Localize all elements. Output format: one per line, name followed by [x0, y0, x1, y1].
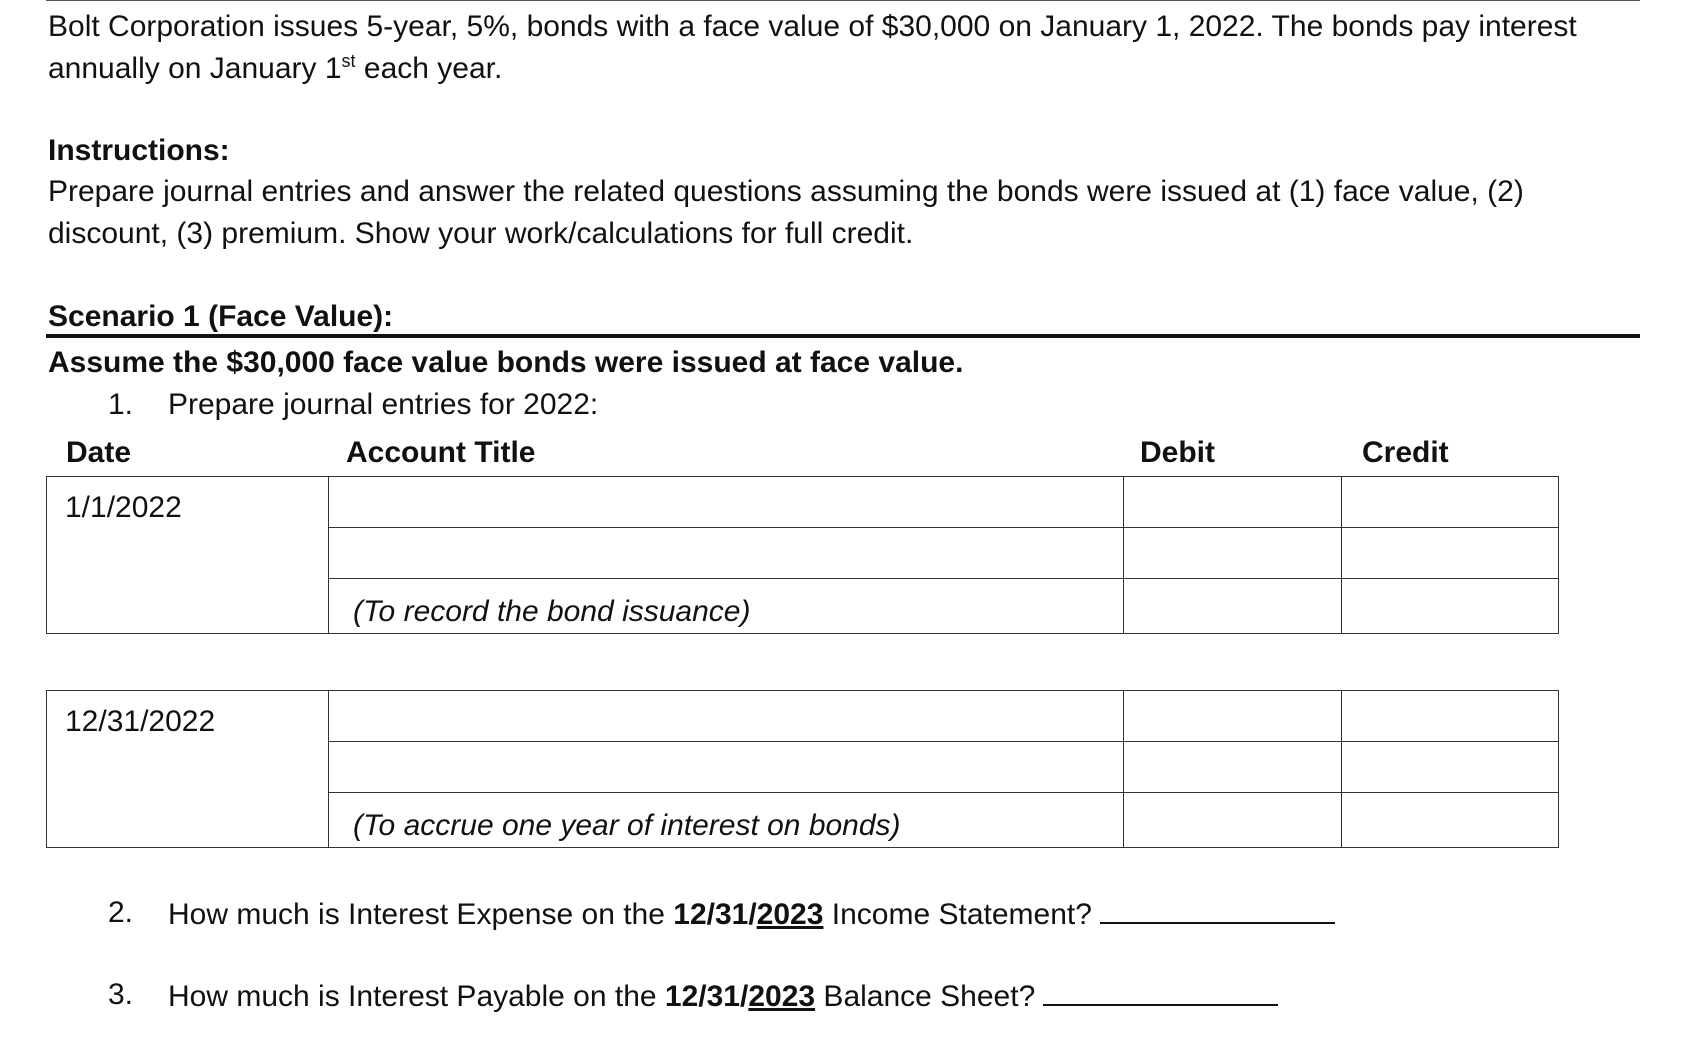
question-2-suffix: Income Statement? — [823, 898, 1092, 931]
question-2-number: 2. — [108, 896, 134, 929]
question-2-date — [673, 898, 823, 931]
debit-cell[interactable] — [1124, 477, 1342, 528]
scenario-divider — [46, 334, 1640, 338]
debit-cell[interactable] — [1124, 793, 1342, 848]
credit-cell[interactable] — [1342, 742, 1559, 793]
credit-cell[interactable] — [1342, 691, 1559, 742]
entry-date: 12/31/2022 — [47, 691, 329, 848]
entry-memo: (To accrue one year of interest on bonds) — [329, 793, 1124, 848]
intro-text-end: each year. — [355, 52, 503, 85]
debit-cell[interactable] — [1124, 691, 1342, 742]
scenario-assumption: Assume the $30,000 face value bonds were issued at face value. — [48, 346, 964, 379]
question-1 — [0, 384, 1000, 426]
entry-memo: (To record the bond issuance) — [329, 579, 1124, 634]
instructions-heading: Instructions: — [48, 134, 230, 167]
question-2-prefix: How much is Interest Expense on the — [168, 898, 674, 931]
question-2 — [0, 892, 1600, 936]
question-1-text: Prepare journal entries for 2022: — [168, 388, 599, 421]
question-2-date-part: 12/31/ — [673, 898, 757, 931]
question-3 — [0, 974, 1600, 1018]
debit-cell[interactable] — [1124, 742, 1342, 793]
entry-date: 1/1/2022 — [47, 477, 329, 634]
header-credit: Credit — [1362, 436, 1449, 469]
question-1-number: 1. — [108, 388, 134, 421]
question-3-date-part: 12/31/ — [664, 980, 749, 1013]
question-2-year: 2023 — [756, 898, 824, 931]
question-3-date — [665, 980, 815, 1013]
account-title-cell[interactable] — [329, 691, 1124, 742]
header-date: Date — [66, 436, 132, 469]
account-title-cell[interactable] — [329, 477, 1124, 528]
scenario-heading: Scenario 1 (Face Value): — [48, 300, 394, 333]
debit-cell[interactable] — [1124, 579, 1342, 634]
header-account-title: Account Title — [346, 436, 536, 469]
top-rule — [46, 0, 1640, 1]
intro-paragraph — [48, 6, 1648, 90]
account-title-cell[interactable] — [329, 528, 1124, 579]
header-debit: Debit — [1140, 436, 1215, 469]
answer-blank-2[interactable] — [1100, 892, 1335, 924]
intro-text: Bolt Corporation issues 5-year, 5%, bonds with a face value of $30,000 on January 1, 2022. The bonds pay interest annually on January 1 — [48, 10, 1577, 85]
intro-superscript: st — [341, 51, 356, 71]
question-3-text — [168, 974, 1278, 1018]
question-3-number: 3. — [108, 978, 134, 1011]
instructions-text: Prepare journal entries and answer the related questions assuming the bonds were issued at (1) face value, (2) discount, (3) premium. Show your work/calculations for full credit. — [48, 175, 1524, 250]
debit-cell[interactable] — [1124, 528, 1342, 579]
credit-cell[interactable] — [1342, 528, 1559, 579]
question-3-prefix: How much is Interest Payable on the — [168, 980, 665, 1013]
account-title-cell[interactable] — [329, 742, 1124, 793]
question-2-text — [168, 892, 1335, 936]
question-3-suffix: Balance Sheet? — [815, 980, 1036, 1013]
credit-cell[interactable] — [1342, 477, 1559, 528]
journal-entry-table-2 — [46, 690, 1559, 848]
answer-blank-3[interactable] — [1043, 974, 1278, 1006]
credit-cell[interactable] — [1342, 579, 1559, 634]
credit-cell[interactable] — [1342, 793, 1559, 848]
question-3-year: 2023 — [748, 980, 816, 1013]
journal-entry-table-1 — [46, 476, 1559, 634]
